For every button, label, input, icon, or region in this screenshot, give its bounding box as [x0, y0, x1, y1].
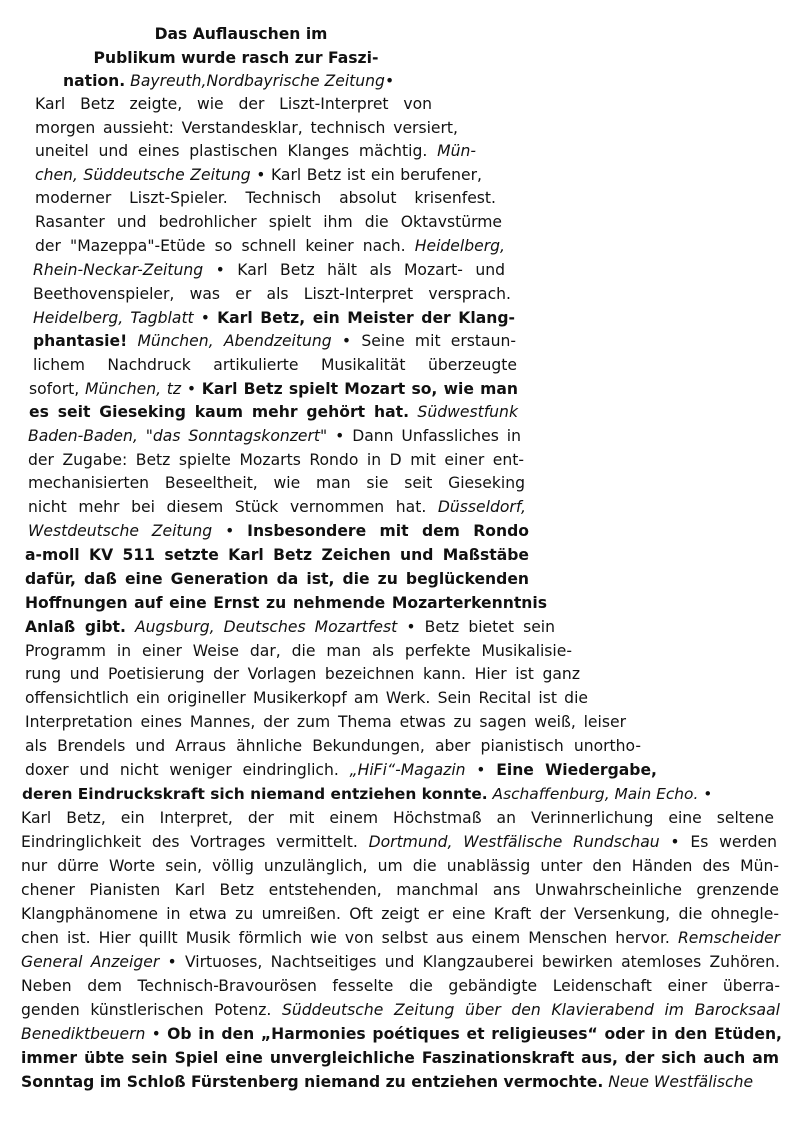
text-line: [21, 1000, 780, 1020]
text-run: Eindringlichkeit des Vortrages vermittelt.: [21, 833, 369, 851]
text-run: lichem Nachdruck artikulierte Musikalität überzeugte: [33, 356, 517, 374]
bold-quote: Publikum wurde rasch zur Faszi-: [93, 49, 379, 67]
text-run: Beethovenspieler, was er als Liszt-Interpret versprach.: [33, 285, 511, 303]
text-line: [21, 904, 779, 924]
text-line: [33, 331, 516, 351]
text-line: [35, 118, 458, 138]
text-line: [35, 165, 482, 185]
bold-quote: Eine Wiedergabe,: [496, 761, 657, 779]
text-line: [25, 688, 588, 708]
text-run: sofort,: [29, 380, 85, 398]
text-line: [28, 473, 525, 493]
text-line: [25, 593, 547, 613]
source-citation: Düsseldorf,: [437, 498, 526, 516]
text-line: [29, 379, 518, 399]
bold-quote: phantasie!: [33, 332, 128, 350]
source-citation: Süddeutsche Zeitung über den Klavierabend im Barocksaal: [282, 1001, 780, 1019]
source-citation: Bayreuth,Nordbayrische Zeitung: [130, 72, 385, 90]
text-line: [88, 48, 384, 68]
source-citation: Neue Westfälische: [608, 1073, 754, 1091]
text-run: •: [384, 72, 395, 90]
text-line: [25, 617, 555, 637]
bold-quote: dafür, daß eine Generation da ist, die zu beglückenden: [25, 570, 529, 588]
text-line: [25, 760, 657, 780]
bold-quote: nation.: [63, 72, 126, 90]
bold-quote: Karl Betz spielt Mozart so, wie man: [201, 380, 518, 398]
source-citation: chen, Süddeutsche Zeitung: [35, 166, 251, 184]
text-line: [33, 260, 505, 280]
source-citation: Aschaffenburg, Main Echo.: [492, 785, 699, 803]
source-citation: Mün-: [437, 142, 476, 160]
source-citation: Heidelberg, Tagblatt: [33, 309, 194, 327]
text-run: •: [212, 522, 248, 540]
text-run: • Betz bietet sein: [397, 618, 556, 636]
text-line: [33, 308, 515, 328]
bold-quote: Insbesondere mit dem Rondo: [247, 522, 529, 540]
text-line: [95, 24, 387, 44]
text-run: • Karl Betz hält als Mozart- und: [203, 261, 505, 279]
text-run: Karl Betz zeigte, wie der Liszt-Interpret von: [35, 95, 432, 113]
bold-quote: a-moll KV 511 setzte Karl Betz Zeichen und Maßstäbe: [25, 546, 529, 564]
text-run: Programm in einer Weise dar, die man als perfekte Musikalisie-: [25, 642, 572, 660]
text-line: [28, 426, 521, 446]
text-line: [33, 284, 511, 304]
source-citation: Rhein-Neckar-Zeitung: [33, 261, 204, 279]
text-run: •: [193, 309, 218, 327]
source-citation: Benediktbeuern: [21, 1025, 146, 1043]
text-run: Klangphänomene in etwa zu umreißen. Oft zeigt er eine Kraft der Versenkung, die ohnegle-: [21, 905, 779, 923]
text-line: [63, 71, 412, 91]
text-line: [21, 976, 780, 996]
bold-quote: Das Auflauschen im: [154, 25, 328, 43]
text-run: chener Pianisten Karl Betz entstehenden, manchmal ans Unwahrscheinliche grenzende: [21, 881, 779, 899]
text-run: • Dann Unfassliches in: [327, 427, 521, 445]
text-run: • Es werden: [659, 833, 777, 851]
source-citation: Westdeutsche Zeitung: [28, 522, 213, 540]
source-citation: Baden-Baden, "das Sonntagskonzert": [28, 427, 328, 445]
bold-quote: deren Eindruckskraft sich niemand entziehen konnte.: [22, 785, 488, 803]
text-run: nicht mehr bei diesem Stück vernommen hat.: [28, 498, 438, 516]
source-citation: München, tz: [84, 380, 182, 398]
text-run: [127, 332, 137, 350]
text-run: • Seine mit erstaun-: [331, 332, 516, 350]
text-run: chen ist. Hier quillt Musik förmlich wie von selbst aus einem Menschen hervor.: [21, 929, 678, 947]
text-line: [21, 808, 774, 828]
text-line: [28, 450, 524, 470]
text-line: [21, 856, 779, 876]
text-line: [21, 832, 777, 852]
text-line: [21, 928, 780, 948]
text-line: [21, 1072, 765, 1092]
source-citation: Remscheider: [677, 929, 780, 947]
bold-quote: Hoffnungen auf eine Ernst zu nehmende Mozarterkenntnis: [25, 594, 547, 612]
text-run: rung und Poetisierung der Vorlagen bezeichnen kann. Hier ist ganz: [25, 665, 580, 683]
text-run: •: [698, 785, 713, 803]
text-run: uneitel und eines plastischen Klanges mächtig.: [35, 142, 438, 160]
text-run: der Zugabe: Betz spielte Mozarts Rondo in D mit einer ent-: [28, 451, 524, 469]
text-run: nur dürre Worte sein, völlig unzulänglich, um die unablässig unter den Händen des Mün-: [21, 857, 779, 875]
text-run: als Brendels und Arraus ähnliche Bekundungen, aber pianistisch unortho-: [25, 737, 641, 755]
text-line: [28, 497, 526, 517]
text-run: doxer und nicht weniger eindringlich.: [25, 761, 350, 779]
text-line: [25, 736, 641, 756]
bold-quote: es seit Gieseking kaum mehr gehört hat.: [29, 403, 409, 421]
text-run: offensichtlich ein origineller Musikerkopf am Werk. Sein Recital ist die: [25, 689, 588, 707]
text-run: morgen aussieht: Verstandesklar, technisch versiert,: [35, 119, 458, 137]
source-citation: Augsburg, Deutsches Mozartfest: [134, 618, 398, 636]
bold-quote: Ob in den „Harmonies poétiques et religieuses“ oder in den Etüden,: [167, 1025, 782, 1043]
bold-quote: Karl Betz, ein Meister der Klang-: [217, 309, 515, 327]
bold-quote: Sonntag im Schloß Fürstenberg niemand zu entziehen vermochte.: [21, 1073, 604, 1091]
source-citation: München, Abendzeitung: [137, 332, 332, 350]
bold-quote: immer übte sein Spiel eine unvergleichliche Faszinationskraft aus, der sich auch am: [21, 1049, 779, 1067]
text-line: [25, 641, 572, 661]
text-run: genden künstlerischen Potenz.: [21, 1001, 282, 1019]
text-run: der "Mazeppa"-Etüde so schnell keiner nach.: [35, 237, 415, 255]
text-run: •: [181, 380, 202, 398]
text-run: Rasanter und bedrohlicher spielt ihm die Oktavstürme: [35, 213, 502, 231]
text-run: Interpretation eines Mannes, der zum Thema etwas zu sagen weiß, leiser: [25, 713, 626, 731]
text-line: [35, 188, 496, 208]
text-line: [33, 355, 517, 375]
text-line: [21, 880, 779, 900]
source-citation: Dortmund, Westfälische Rundschau: [368, 833, 660, 851]
text-line: [28, 521, 529, 541]
text-run: [126, 618, 135, 636]
text-run: mechanisierten Beseeltheit, wie man sie seit Gieseking: [28, 474, 525, 492]
text-line: [25, 545, 529, 565]
text-line: [22, 784, 712, 804]
bold-quote: Anlaß gibt.: [25, 618, 126, 636]
text-run: Neben dem Technisch-Bravourösen fesselte die gebändigte Leidenschaft einer überra-: [21, 977, 780, 995]
text-line: [21, 1048, 779, 1068]
text-line: [29, 402, 518, 422]
source-citation: „HiFi“-Magazin: [349, 761, 466, 779]
source-citation: Heidelberg,: [414, 237, 505, 255]
text-run: •: [145, 1025, 168, 1043]
text-line: [35, 141, 476, 161]
text-run: •: [465, 761, 497, 779]
text-run: • Virtuoses, Nachtseitiges und Klangzauberei bewirken atemloses Zuhören.: [159, 953, 780, 971]
source-citation: Südwestfunk: [417, 403, 518, 421]
text-line: [35, 212, 502, 232]
text-run: Karl Betz, ein Interpret, der mit einem Höchstmaß an Verinnerlichung eine seltene: [21, 809, 774, 827]
text-line: [35, 94, 432, 114]
text-line: [21, 1024, 782, 1044]
source-citation: General Anzeiger: [21, 953, 160, 971]
text-line: [21, 952, 780, 972]
text-line: [35, 236, 505, 256]
text-run: • Karl Betz ist ein berufener,: [250, 166, 482, 184]
text-run: moderner Liszt-Spieler. Technisch absolut krisenfest.: [35, 189, 496, 207]
text-line: [25, 664, 580, 684]
text-line: [25, 712, 626, 732]
text-line: [25, 569, 529, 589]
